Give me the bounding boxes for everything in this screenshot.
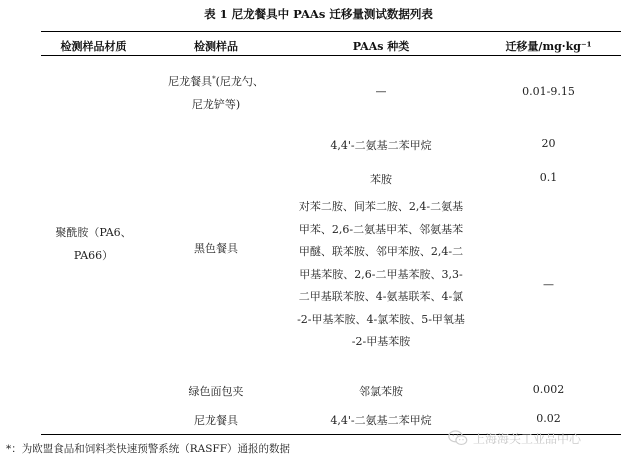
- sample-line-2: 尼龙铲等): [191, 97, 241, 111]
- paa-list-line: 对苯二胺、间苯二胺、2,4-二氨基: [298, 200, 464, 213]
- paa-row-6: 4,4'-二氨基二苯甲烷: [330, 414, 432, 427]
- table-top-rule: [41, 31, 621, 32]
- migration-row-4: —: [543, 278, 554, 291]
- paa-row-3: 苯胺: [370, 173, 392, 186]
- watermark: [448, 428, 581, 448]
- material-line-2: PA66）: [73, 248, 114, 262]
- migration-row-1: 0.01-9.15: [522, 85, 575, 98]
- sample-green-bread-clip: 绿色面包夹: [188, 385, 244, 398]
- header-material: 检测样品材质: [60, 40, 127, 53]
- paa-list-line: 甲基苯胺、2,6-二甲基苯胺、3,3-: [299, 267, 463, 281]
- sample-nylon-utensils-2: 尼龙餐具: [194, 414, 238, 427]
- paa-list-line: -2-甲基苯胺、4-氯苯胺、5-甲氧基: [297, 312, 465, 326]
- header-sample: 检测样品: [194, 40, 238, 53]
- header-migration: 迁移量/mg·kg⁻¹: [505, 40, 592, 53]
- migration-row-2: 20: [541, 137, 556, 150]
- header-paa-type: PAAs 种类: [352, 40, 410, 53]
- migration-row-3: 0.1: [539, 171, 558, 184]
- wechat-logo-icon: [448, 429, 468, 447]
- footnote-marker: *: [212, 75, 216, 83]
- sample-line-1: 尼龙餐具: [168, 75, 213, 88]
- paa-list-line: -2-甲基苯胺: [351, 335, 411, 348]
- sample-black-utensils: 黑色餐具: [194, 242, 238, 255]
- paa-list-line: 甲醚、联苯胺、邻甲苯胺、2,4-二: [298, 245, 464, 258]
- paa-row-5: 邻氯苯胺: [359, 385, 403, 398]
- paa-row-1: —: [375, 85, 387, 98]
- paa-list-line: 甲苯、2,6-二氨基甲苯、邻氨基苯: [298, 222, 464, 236]
- table-header-rule: [41, 55, 621, 56]
- watermark-text: 上海海关工业品中心: [473, 431, 582, 446]
- sample-line-1-rest: (尼龙勺、: [215, 75, 264, 88]
- paa-list-line: 二甲基联苯胺、4-氨基联苯、4-氯: [298, 290, 464, 303]
- table-caption: 表 1 尼龙餐具中 PAAs 迁移量测试数据列表: [204, 7, 433, 21]
- migration-row-6: 0.02: [536, 412, 561, 425]
- material-cell: [41, 222, 146, 267]
- table-footnote: *：为欧盟食品和饲料类快速预警系统（RASFF）通报的数据: [6, 443, 291, 455]
- sample-nylon-utensils: [146, 68, 286, 116]
- migration-row-5: 0.002: [532, 383, 565, 396]
- material-line-1: 聚酰胺（PA6、: [55, 226, 132, 239]
- paa-row-4: [286, 196, 476, 354]
- paa-row-2: 4,4'-二氨基二苯甲烷: [330, 139, 432, 152]
